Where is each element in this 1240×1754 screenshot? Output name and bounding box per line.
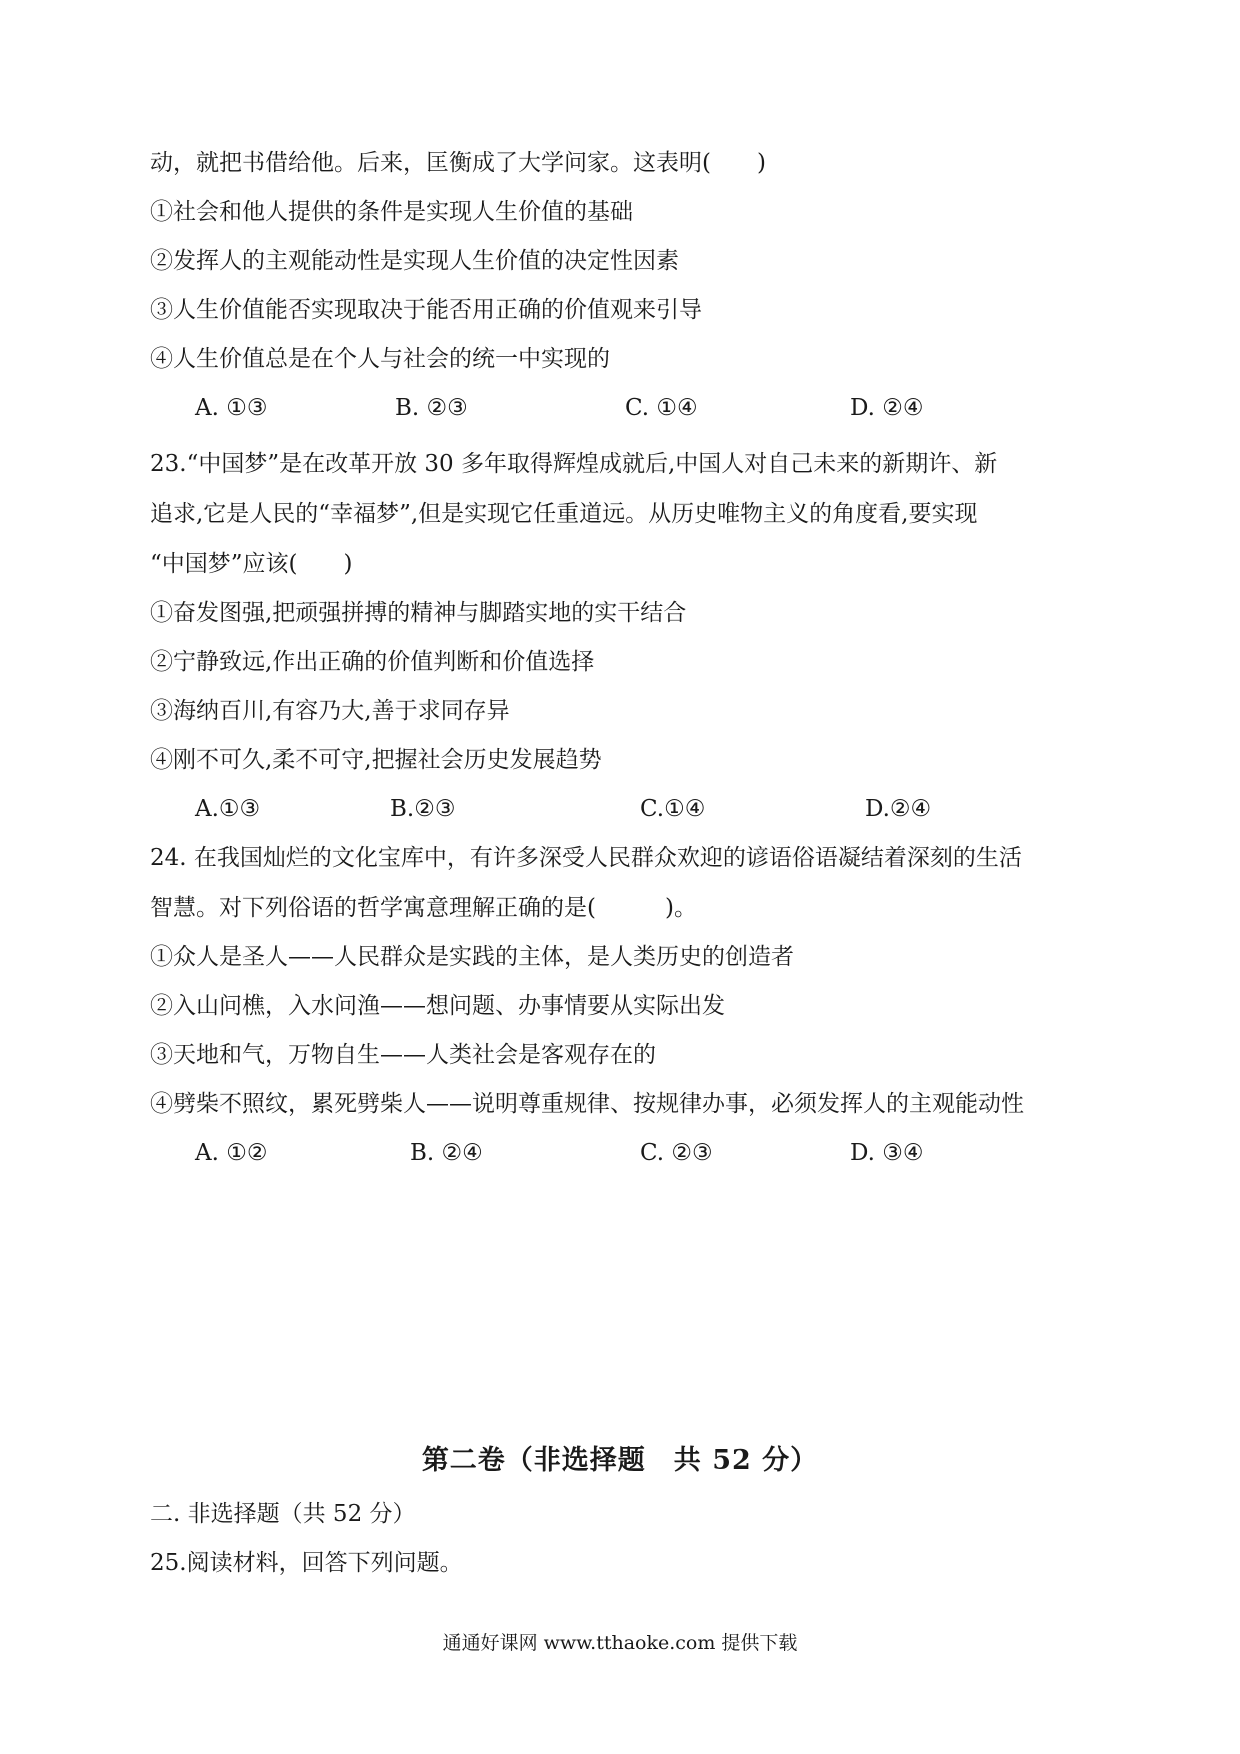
q24-item-3: ③天地和气，万物自生——人类社会是客观存在的 [150, 1042, 656, 1068]
q23-option-b: B.②③ [390, 796, 456, 822]
q22-option-d: D. ②④ [850, 395, 924, 421]
q24-stem-line-2: 智慧。对下列俗语的哲学寓意理解正确的是( )。 [150, 895, 697, 921]
q22-option-b: B. ②③ [395, 395, 468, 421]
q24-item-1: ①众人是圣人——人民群众是实践的主体，是人类历史的创造者 [150, 944, 794, 970]
q24-option-b: B. ②④ [410, 1140, 483, 1166]
q22-option-c: C. ①④ [625, 395, 698, 421]
q23-item-1: ①奋发图强,把顽强拼搏的精神与脚踏实地的实干结合 [150, 600, 687, 626]
q24-option-c: C. ②③ [640, 1140, 713, 1166]
q24-stem-line-1: 24. 在我国灿烂的文化宝库中，有许多深受人民群众欢迎的谚语俗语凝结着深刻的生活 [150, 845, 1022, 871]
q23-item-4: ④刚不可久,柔不可守,把握社会历史发展趋势 [150, 747, 602, 773]
q23-item-3: ③海纳百川,有容乃大,善于求同存异 [150, 698, 510, 724]
q22-item-1: ①社会和他人提供的条件是实现人生价值的基础 [150, 199, 633, 225]
q23-option-c: C.①④ [640, 796, 706, 822]
q24-option-d: D. ③④ [850, 1140, 924, 1166]
q24-item-4: ④劈柴不照纹，累死劈柴人——说明尊重规律、按规律办事，必须发挥人的主观能动性 [150, 1091, 1024, 1117]
q22-item-2: ②发挥人的主观能动性是实现人生价值的决定性因素 [150, 248, 679, 274]
part2-heading: 二. 非选择题（共 52 分） [150, 1501, 416, 1527]
q24-item-2: ②入山问樵，入水问渔——想问题、办事情要从实际出发 [150, 993, 725, 1019]
q22-item-4: ④人生价值总是在个人与社会的统一中实现的 [150, 346, 610, 372]
part2-title: 第二卷（非选择题 共 52 分） [421, 1445, 819, 1476]
q25-stem: 25.阅读材料，回答下列问题。 [150, 1550, 463, 1576]
q22-option-a: A. ①③ [195, 395, 268, 421]
q22-stem: 动，就把书借给他。后来，匡衡成了大学问家。这表明( ) [150, 150, 766, 176]
q23-option-a: A.①③ [195, 796, 261, 822]
q23-item-2: ②宁静致远,作出正确的价值判断和价值选择 [150, 649, 595, 675]
q23-stem-line-1: 23.“中国梦”是在改革开放 30 多年取得辉煌成就后,中国人对自己未来的新期许、新 [150, 451, 998, 477]
page-footer: 通通好课网 www.tthaoke.com 提供下载 [442, 1632, 798, 1654]
q22-item-3: ③人生价值能否实现取决于能否用正确的价值观来引导 [150, 297, 702, 323]
q23-stem-line-2: 追求,它是人民的“幸福梦”,但是实现它任重道远。从历史唯物主义的角度看,要实现 [150, 501, 978, 527]
q23-stem-line-3: “中国梦”应该( ) [150, 551, 353, 577]
q24-option-a: A. ①② [195, 1140, 268, 1166]
q23-option-d: D.②④ [865, 796, 932, 822]
